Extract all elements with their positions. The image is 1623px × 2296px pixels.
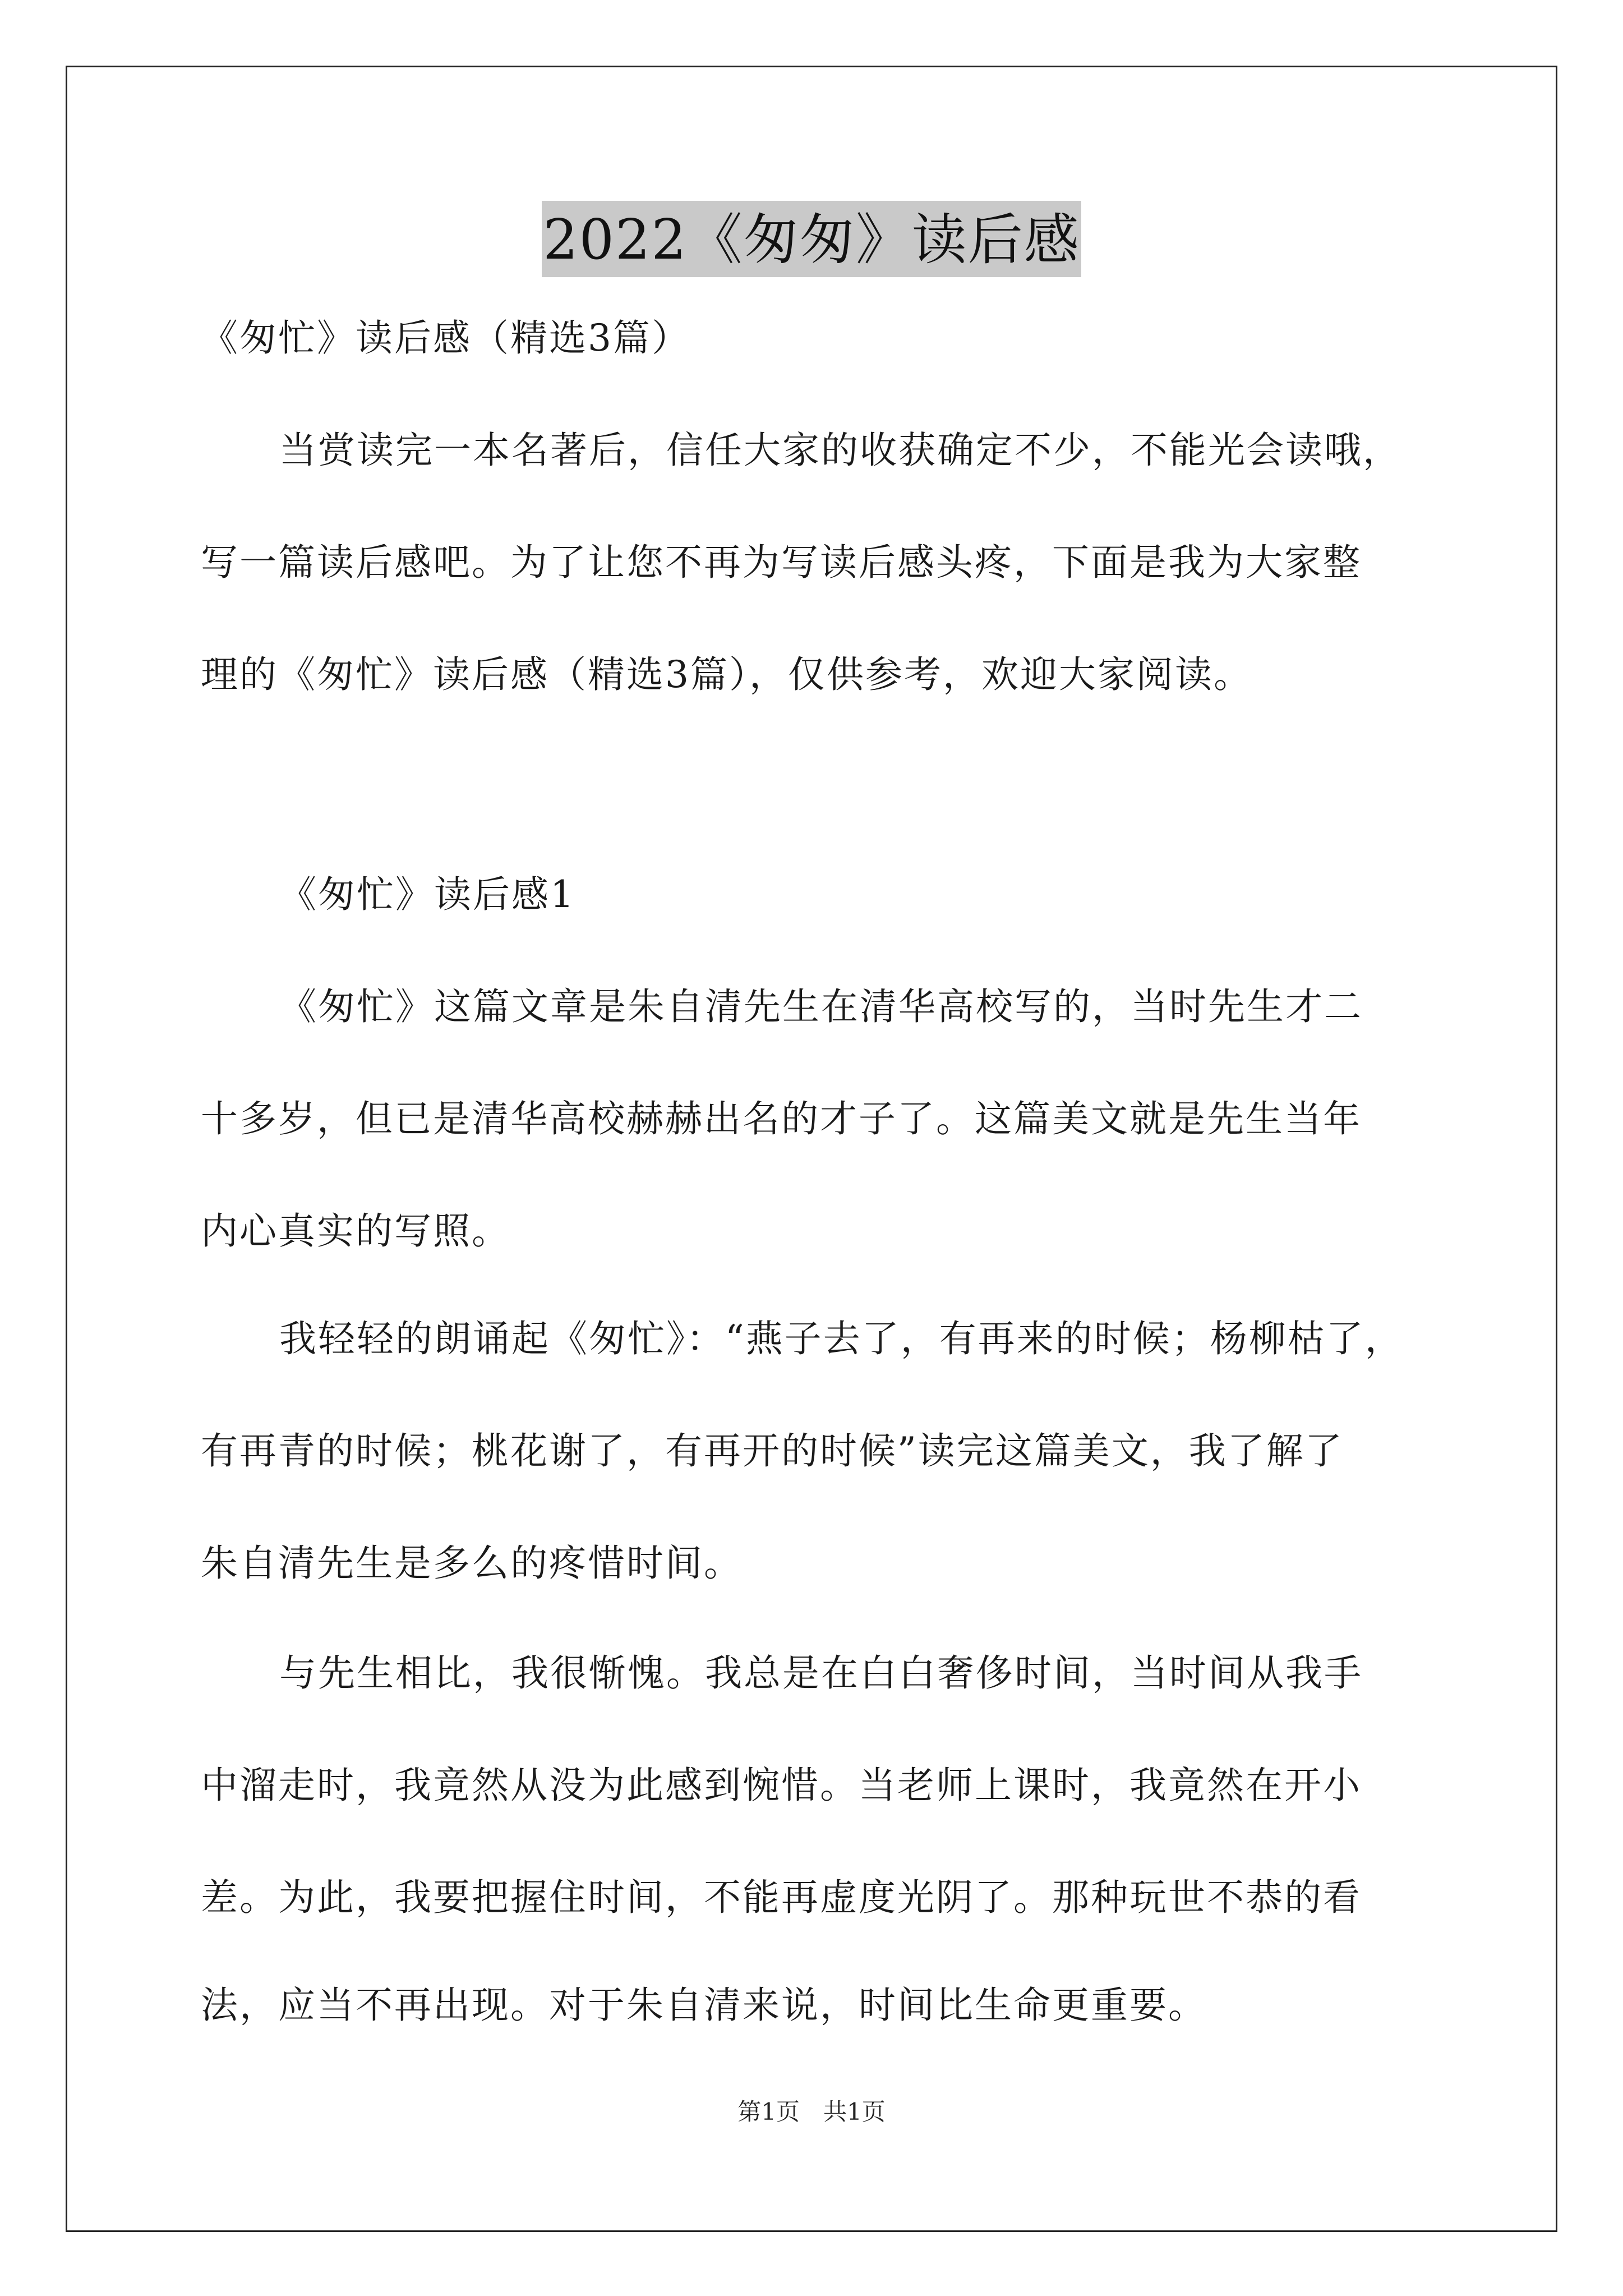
section-heading: 《匆忙》读后感1 [279, 873, 575, 916]
paragraph-line: 差。为此，我要把握住时间，不能再虚度光阴了。那种玩世不恭的看 [201, 1876, 1362, 1919]
paragraph-line: 朱自清先生是多么的疼惜时间。 [201, 1542, 743, 1585]
intro-line: 写一篇读后感吧。为了让您不再为写读后感头疼，下面是我为大家整 [201, 541, 1362, 584]
paragraph-line: 十多岁，但已是清华高校赫赫出名的才子了。这篇美文就是先生当年 [201, 1097, 1362, 1140]
document-title: 2022《匆匆》读后感 [542, 201, 1081, 277]
paragraph-line: 《匆忙》这篇文章是朱自清先生在清华高校写的，当时先生才二 [279, 985, 1363, 1028]
intro-line: 当赏读完一本名著后，信任大家的收获确定不少，不能光会读哦， [279, 429, 1401, 472]
paragraph-line: 与先生相比，我很惭愧。我总是在白白奢侈时间，当时间从我手 [279, 1651, 1363, 1695]
document-subtitle: 《匆忙》读后感（精选3篇） [201, 316, 690, 360]
paragraph-line: 法，应当不再出现。对于朱自清来说，时间比生命更重要。 [201, 1984, 1207, 2027]
paragraph-line: 有再青的时候；桃花谢了，有再开的时候”读完这篇美文，我了解了 [201, 1429, 1344, 1473]
paragraph-line: 内心真实的写照。 [201, 1209, 510, 1253]
paragraph-line: 中溜走时，我竟然从没为此感到惋惜。当老师上课时，我竟然在开小 [201, 1764, 1362, 1807]
title-container [0, 201, 1623, 279]
page-number: 第1页 共1页 [737, 2098, 886, 2125]
paragraph-line: 我轻轻的朗诵起《匆忙》：“燕子去了，有再来的时候；杨柳枯了， [279, 1317, 1404, 1360]
intro-line: 理的《匆忙》读后感（精选3篇），仅供参考，欢迎大家阅读。 [201, 653, 1252, 696]
